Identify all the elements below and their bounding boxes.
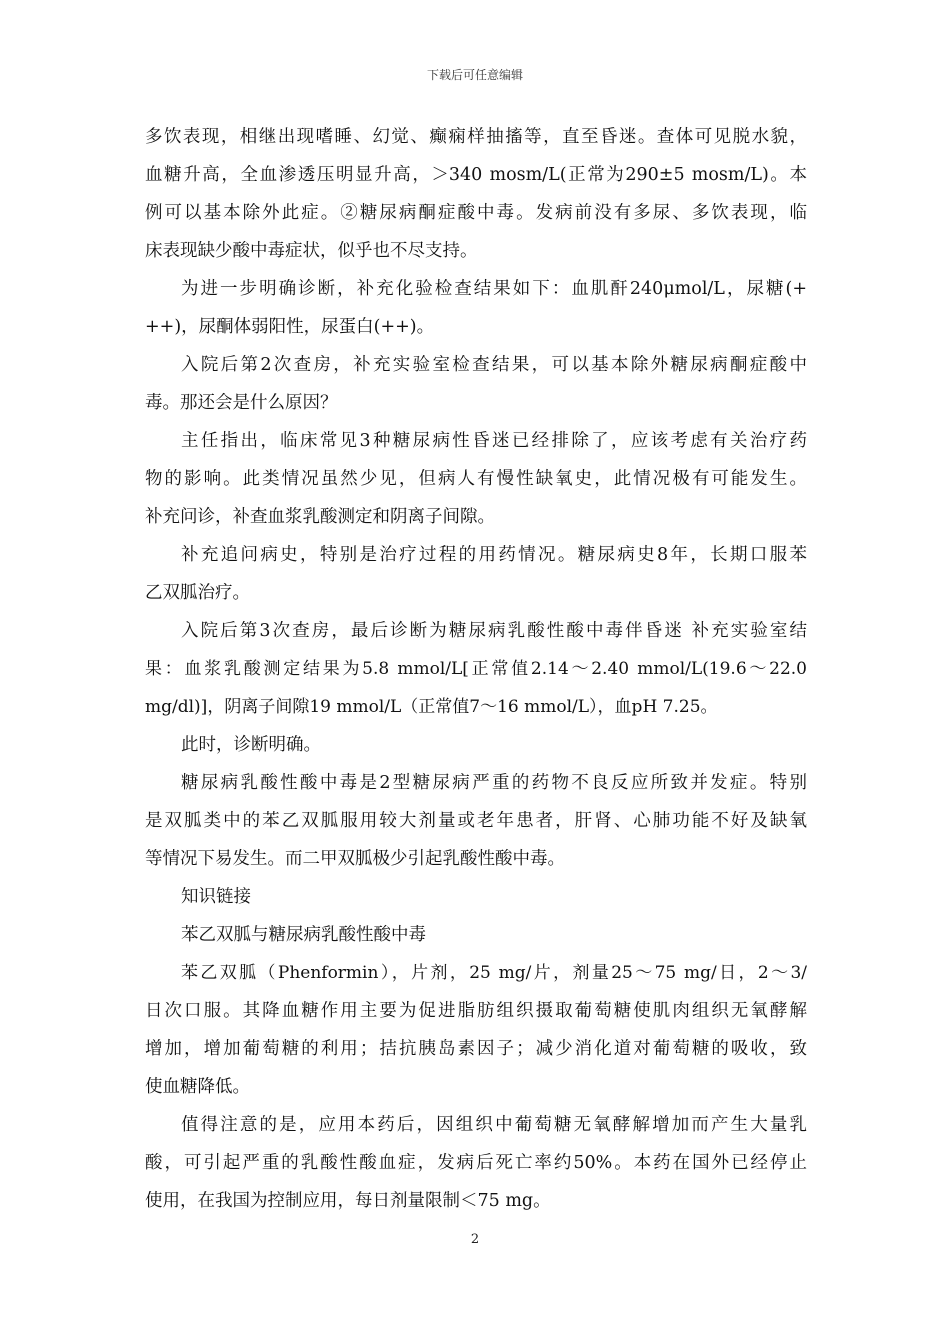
text-line: 是双胍类中的苯乙双胍服用较大剂量或老年患者，肝肾、心肺功能不好及缺氧 <box>145 811 807 831</box>
paragraph-start: 入院后第3次查房，最后诊断为糖尿病乳酸性酸中毒伴昏迷 补充实验室结 <box>181 621 807 641</box>
paragraph-start: 糖尿病乳酸性酸中毒是2型糖尿病严重的药物不良反应所致并发症。特别 <box>181 773 807 793</box>
paragraph-start: 为进一步明确诊断，补充化验检查结果如下：血肌酐240μmol/L，尿糖(+ <box>181 279 807 299</box>
text-line: 使用，在我国为控制应用，每日剂量限制＜75 mg。 <box>145 1191 551 1211</box>
text-line: 乙双胍治疗。 <box>145 583 250 603</box>
page-header: 下载后可任意编辑 <box>426 68 523 82</box>
text-line: 例可以基本除外此症。②糖尿病酮症酸中毒。发病前没有多尿、多饮表现，临 <box>145 203 807 223</box>
text-line: 使血糖降低。 <box>145 1077 250 1097</box>
paragraph-start: 补充追问病史，特别是治疗过程的用药情况。糖尿病史8年，长期口服苯 <box>181 545 807 565</box>
text-line: 床表现缺少酸中毒症状，似乎也不尽支持。 <box>145 241 478 261</box>
section-subheading: 苯乙双胍与糖尿病乳酸性酸中毒 <box>181 925 426 945</box>
text-line: mg/dl)]，阴离子间隙19 mmol/L（正常值7～16 mmol/L），血pH 7.25。 <box>145 697 718 717</box>
text-line: 物的影响。此类情况虽然少见，但病人有慢性缺氧史，此情况极有可能发生。 <box>145 469 807 489</box>
text-line: 补充问诊，补查血浆乳酸测定和阴离子间隙。 <box>145 507 495 527</box>
text-line: 多饮表现，相继出现嗜睡、幻觉、癫痫样抽搐等，直至昏迷。查体可见脱水貌， <box>145 127 807 147</box>
text-line: ++)，尿酮体弱阳性，尿蛋白(++)。 <box>145 317 435 337</box>
paragraph-start: 主任指出，临床常见3种糖尿病性昏迷已经排除了，应该考虑有关治疗药 <box>181 431 807 451</box>
text-line: 日次口服。其降血糖作用主要为促进脂肪组织摄取葡萄糖使肌肉组织无氧酵解 <box>145 1001 807 1021</box>
paragraph-start: 苯乙双胍（Phenformin），片剂，25 mg/片，剂量25～75 mg/日，2～3/ <box>181 963 807 983</box>
page-number: 2 <box>470 1232 480 1247</box>
document-body <box>145 118 807 1220</box>
section-heading: 知识链接 <box>181 887 251 907</box>
paragraph-start: 此时，诊断明确。 <box>181 735 321 755</box>
paragraph-start: 入院后第2次查房，补充实验室检查结果，可以基本除外糖尿病酮症酸中 <box>181 355 807 375</box>
text-line: 果：血浆乳酸测定结果为5.8 mmol/L[正常值2.14～2.40 mmol/L(19.6～22.0 <box>145 659 807 679</box>
text-line: 酸，可引起严重的乳酸性酸血症，发病后死亡率约50%。本药在国外已经停止 <box>145 1153 807 1173</box>
text-line: 血糖升高，全血渗透压明显升高，＞340 mosm/L(正常为290±5 mosm/L)。本 <box>145 165 807 185</box>
text-line: 增加，增加葡萄糖的利用；拮抗胰岛素因子；减少消化道对葡萄糖的吸收，致 <box>145 1039 807 1059</box>
text-line: 毒。那还会是什么原因？ <box>145 393 338 413</box>
text-line: 等情况下易发生。而二甲双胍极少引起乳酸性酸中毒。 <box>145 849 565 869</box>
paragraph-start: 值得注意的是，应用本药后，因组织中葡萄糖无氧酵解增加而产生大量乳 <box>181 1115 807 1135</box>
